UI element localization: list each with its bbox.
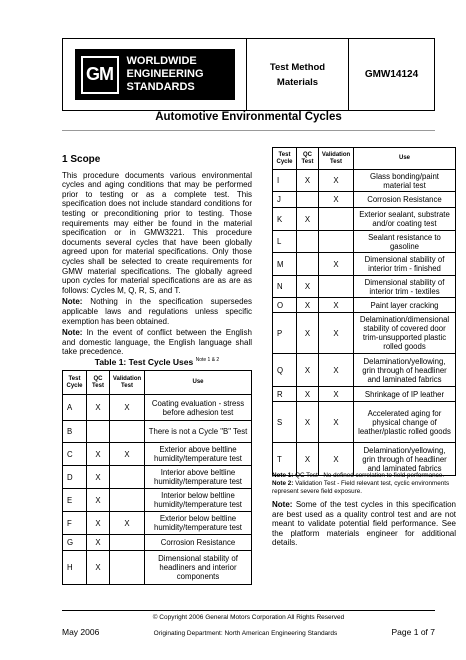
cell-qc-test xyxy=(297,192,319,208)
cell-use: Interior below beltline humidity/temperature test xyxy=(145,489,252,512)
cell-validation-test xyxy=(110,551,145,585)
cell-test-cycle: Q xyxy=(273,354,297,387)
cell-validation-test: X xyxy=(319,253,354,276)
category-line: Test Method xyxy=(269,61,326,73)
cell-use: Sealant resistance to gasoline xyxy=(354,231,456,253)
cell-validation-test xyxy=(110,489,145,512)
cell-test-cycle: R xyxy=(273,387,297,402)
cell-use: Glass bonding/paint material test xyxy=(354,170,456,192)
cell-use: Dimensional stability of headliners and interior components xyxy=(145,551,252,585)
cell-validation-test: X xyxy=(319,170,354,192)
cell-test-cycle: G xyxy=(63,535,87,551)
table-header-row xyxy=(273,148,456,170)
logo-line: STANDARDS xyxy=(126,81,195,93)
cell-use: Corrosion Resistance xyxy=(354,192,456,208)
cell-use: Coating evaluation - stress before adhesion test xyxy=(145,395,252,421)
cell-use: Delamination/yellowing, grin through of headliner and laminated fabrics xyxy=(354,354,456,387)
cell-test-cycle: O xyxy=(273,298,297,313)
cell-qc-test: X xyxy=(297,354,319,387)
page-footer xyxy=(62,627,435,637)
cell-test-cycle: C xyxy=(63,443,87,466)
cell-use: Exterior sealant, substrate and/or coating test xyxy=(354,208,456,231)
table-row xyxy=(63,395,252,421)
cell-use: Dimensional stability of interior trim - textiles xyxy=(354,276,456,298)
gm-logo-mark: GM xyxy=(81,56,119,94)
cell-test-cycle: F xyxy=(63,512,87,535)
cell-qc-test: X xyxy=(87,489,110,512)
test-cycle-table-2 xyxy=(272,147,456,476)
cell-qc-test: X xyxy=(297,402,319,443)
cell-test-cycle: L xyxy=(273,231,297,253)
cell-validation-test xyxy=(110,535,145,551)
cell-test-cycle: I xyxy=(273,170,297,192)
table-note-1 xyxy=(272,472,456,480)
cell-qc-test: X xyxy=(297,208,319,231)
logo-cell xyxy=(63,39,247,110)
table-row xyxy=(273,402,456,443)
note-text: Nothing in the specification supersedes applicable laws and regulations unless specific exemption has been obtained. xyxy=(62,297,252,326)
cell-use: Accelerated aging for physical change of leather/plastic rolled goods xyxy=(354,402,456,443)
logo-line: WORLDWIDE xyxy=(126,55,197,67)
cell-test-cycle: T xyxy=(273,443,297,476)
cell-validation-test xyxy=(110,421,145,443)
table-row xyxy=(273,313,456,354)
table-row xyxy=(273,298,456,313)
note-label: Note 2: xyxy=(272,480,294,487)
cell-use: Exterior above beltline humidity/temperature test xyxy=(145,443,252,466)
cell-qc-test: X xyxy=(297,276,319,298)
table-row xyxy=(273,208,456,231)
cell-validation-test: X xyxy=(319,387,354,402)
logo-text xyxy=(127,55,204,94)
table-row xyxy=(63,551,252,585)
cell-validation-test: X xyxy=(110,512,145,535)
cell-validation-test: X xyxy=(319,298,354,313)
page-title: Automotive Environmental Cycles xyxy=(155,111,342,123)
note-label: Note: xyxy=(272,500,293,509)
cell-qc-test: X xyxy=(87,512,110,535)
cell-use: Corrosion Resistance xyxy=(145,535,252,551)
table-row xyxy=(63,489,252,512)
cell-test-cycle: E xyxy=(63,489,87,512)
table-row xyxy=(273,387,456,402)
table-row xyxy=(273,170,456,192)
caption-note-ref: Note 1 & 2 xyxy=(195,357,220,363)
note-text: In the event of conflict between the English and domestic language, the English language shall take precedence. xyxy=(62,328,252,357)
doc-number: GMW14124 xyxy=(364,69,419,80)
table-row xyxy=(273,354,456,387)
table-header-row xyxy=(63,371,252,395)
footer-date: May 2006 xyxy=(62,627,100,637)
cell-use: Dimensional stability of interior trim - finished xyxy=(354,253,456,276)
scope-note-1 xyxy=(62,297,252,326)
cell-qc-test xyxy=(297,231,319,253)
cell-validation-test: X xyxy=(319,192,354,208)
cell-test-cycle: D xyxy=(63,466,87,489)
cell-use: Delamination/dimensional stability of covered door trim-unsupported plastic rolled goods xyxy=(354,313,456,354)
title-rule xyxy=(62,130,435,131)
footer-page-number: Page 1 of 7 xyxy=(391,627,435,637)
table-note-2 xyxy=(272,480,456,496)
table-notes xyxy=(272,472,456,496)
note-label: Note: xyxy=(62,328,83,338)
cell-qc-test: X xyxy=(297,170,319,192)
scope-heading: 1 Scope xyxy=(62,154,101,165)
cell-validation-test: X xyxy=(319,354,354,387)
cell-test-cycle: A xyxy=(63,395,87,421)
col-header-qc-test: QC Test xyxy=(297,148,319,170)
footer-rule xyxy=(62,610,435,611)
cell-qc-test: X xyxy=(297,313,319,354)
cell-qc-test: X xyxy=(87,466,110,489)
cell-use: Delamination/yellowing, grin through of headliner and laminated fabrics xyxy=(354,443,456,476)
cell-validation-test xyxy=(110,466,145,489)
col-header-validation-test: Validation Test xyxy=(319,148,354,170)
cell-validation-test xyxy=(319,208,354,231)
caption-text: Table 1: Test Cycle Uses xyxy=(94,357,194,367)
cell-validation-test xyxy=(319,231,354,253)
cell-test-cycle: K xyxy=(273,208,297,231)
copyright: © Copyright 2006 General Motors Corporation All Rights Reserved xyxy=(152,614,345,621)
note-text: QC Test - No defined correlation to field performance. xyxy=(293,472,445,479)
table-row xyxy=(63,421,252,443)
document-header xyxy=(62,38,435,111)
cell-use: Shrinkage of IP leather xyxy=(354,387,456,402)
table-row xyxy=(63,443,252,466)
cell-qc-test: X xyxy=(87,551,110,585)
gm-logo xyxy=(75,49,235,100)
cell-qc-test: X xyxy=(87,535,110,551)
col-header-test-cycle: Test Cycle xyxy=(273,148,297,170)
footer-department: Originating Department: North American Engineering Standards xyxy=(153,630,338,637)
table-row xyxy=(63,512,252,535)
col-header-use: Use xyxy=(145,371,252,395)
cell-validation-test: X xyxy=(319,402,354,443)
test-cycle-table-1 xyxy=(62,370,252,585)
cell-qc-test: X xyxy=(87,395,110,421)
table-row xyxy=(273,443,456,476)
table1-caption xyxy=(62,357,252,367)
cell-validation-test: X xyxy=(319,313,354,354)
category-line: Materials xyxy=(276,76,319,88)
cell-test-cycle: J xyxy=(273,192,297,208)
cell-validation-test: X xyxy=(319,443,354,476)
cell-qc-test: X xyxy=(297,443,319,476)
cell-test-cycle: H xyxy=(63,551,87,585)
logo-line: ENGINEERING xyxy=(126,68,204,80)
cell-test-cycle: N xyxy=(273,276,297,298)
cell-validation-test: X xyxy=(110,395,145,421)
cell-test-cycle: S xyxy=(273,402,297,443)
table-row xyxy=(273,192,456,208)
scope-note-2 xyxy=(62,328,252,357)
cell-qc-test xyxy=(297,253,319,276)
cell-use: Interior above beltline humidity/temperature test xyxy=(145,466,252,489)
cell-qc-test: X xyxy=(87,443,110,466)
table-row xyxy=(273,231,456,253)
note-text: Validation Test - Field relevant test, cyclic environments represent severe field exposure. xyxy=(272,480,450,495)
table-note-3 xyxy=(272,500,456,548)
cell-use: There is not a Cycle "B" Test xyxy=(145,421,252,443)
table-row xyxy=(273,276,456,298)
category-cell xyxy=(247,39,349,110)
note-label: Note: xyxy=(62,297,83,307)
col-header-use: Use xyxy=(354,148,456,170)
col-header-qc-test: QC Test xyxy=(87,371,110,395)
col-header-test-cycle: Test Cycle xyxy=(63,371,87,395)
cell-test-cycle: B xyxy=(63,421,87,443)
cell-use: Paint layer cracking xyxy=(354,298,456,313)
cell-test-cycle: M xyxy=(273,253,297,276)
cell-validation-test: X xyxy=(110,443,145,466)
col-header-validation-test: Validation Test xyxy=(110,371,145,395)
table-row xyxy=(63,535,252,551)
cell-qc-test xyxy=(87,421,110,443)
scope-paragraph: This procedure documents various environmental cycles and aging conditions that may be performed prior to testing or as a complete test. This specification does not include standard conditions for testing or preconditioning prior to testing. Those requirements may either be found in the material specification or in GMW3221. This procedure documents several cycles that have been globally agreed upon for material specifications. Only those cycles shall be selected to create requirements for GMW material specifications. The globally agreed upon cycles for material specifications are as are as follows: Cycles M, Q, R, S, and T. xyxy=(62,170,252,295)
scope-section xyxy=(62,155,252,359)
cell-qc-test: X xyxy=(297,298,319,313)
table-row xyxy=(63,466,252,489)
cell-use: Exterior below beltline humidity/temperature test xyxy=(145,512,252,535)
table-row xyxy=(273,253,456,276)
cell-qc-test: X xyxy=(297,387,319,402)
note-text: Some of the test cycles in this specification are best used as a quality control test and are not meant to validate potential field performance. See the platform materials engineer for additional details. xyxy=(272,500,456,548)
note-label: Note 1: xyxy=(272,472,294,479)
cell-test-cycle: P xyxy=(273,313,297,354)
cell-validation-test xyxy=(319,276,354,298)
